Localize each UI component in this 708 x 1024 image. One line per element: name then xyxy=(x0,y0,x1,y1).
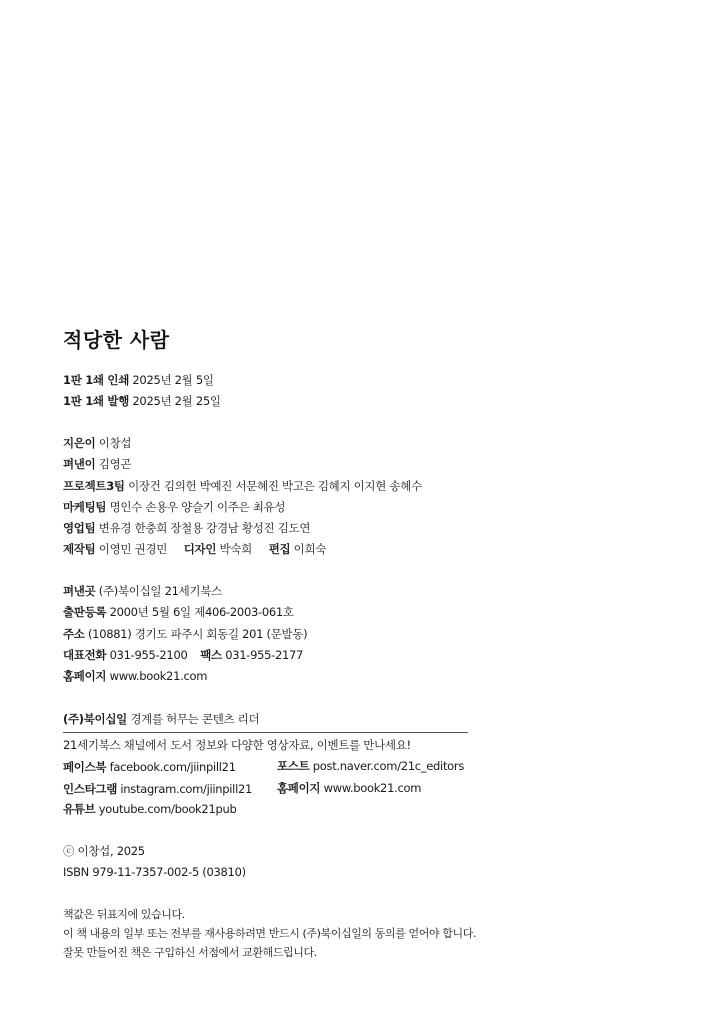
credit-label: 펴낸이 xyxy=(63,457,96,472)
colophon-page xyxy=(63,0,663,1024)
credit-production-design-editing xyxy=(63,539,422,560)
credit-value: 이창섭 xyxy=(98,436,132,450)
publish-date-label: 1판 1쇄 발행 xyxy=(63,394,130,409)
printing-info xyxy=(63,370,221,413)
info-value: (10881) 경기도 파주시 회동길 201 (문발동) xyxy=(87,626,308,641)
channel-label: 홈페이지 xyxy=(277,780,321,795)
credit-marketing-team xyxy=(63,497,422,518)
info-label: 홈페이지 xyxy=(63,669,107,684)
channel-instagram xyxy=(63,782,252,796)
channel-label: 유튜브 xyxy=(63,801,96,816)
brand-slogan: 경계를 허무는 콘텐츠 리더 xyxy=(130,712,260,726)
publisher-house xyxy=(63,581,307,602)
publisher-info xyxy=(63,581,307,687)
channel-label: 페이스북 xyxy=(63,760,107,775)
channel-link[interactable]: youtube.com/book21pub xyxy=(98,801,237,816)
publisher-phone-fax xyxy=(63,645,307,666)
print-date xyxy=(63,370,221,391)
brand-name: (주)북이십일 xyxy=(63,712,127,726)
credit-label: 편집 xyxy=(268,542,291,557)
print-date-label: 1판 1쇄 인쇄 xyxy=(63,373,130,387)
info-label: 팩스 xyxy=(200,647,222,662)
publisher-registration xyxy=(63,602,307,623)
notices xyxy=(63,905,476,962)
brand-header xyxy=(63,711,259,727)
publish-date-value: 2025년 2월 25일 xyxy=(132,394,221,409)
channel-label: 인스타그램 xyxy=(63,781,118,796)
info-label: 대표전화 xyxy=(63,647,107,662)
notice-line: 이 책 내용의 일부 또는 전부를 재사용하려면 반드시 (주)북이십일의 동의를 얻어야 합니다. xyxy=(63,927,477,940)
credit-value: 이영민 권경민 xyxy=(98,542,168,557)
credit-value: 김영곤 xyxy=(98,457,132,472)
credit-value: 박숙희 xyxy=(219,542,252,557)
channel-link[interactable]: post.naver.com/21c_editors xyxy=(312,759,465,774)
isbn: ISBN 979-11-7357-002-5 (03810) xyxy=(63,865,246,880)
credit-value: 이희숙 xyxy=(293,542,327,557)
divider-line xyxy=(63,732,468,733)
credits xyxy=(63,433,422,561)
info-value: 031-955-2177 xyxy=(225,647,304,662)
copyright-block xyxy=(63,841,246,884)
channel-link[interactable]: www.book21.com xyxy=(323,780,422,795)
publisher-address xyxy=(63,624,307,645)
info-value: (주)북이십일 21세기북스 xyxy=(98,584,222,598)
print-date-value: 2025년 2월 5일 xyxy=(132,373,214,387)
credit-label: 프로젝트3팀 xyxy=(63,478,125,493)
channel-youtube xyxy=(63,799,663,820)
credit-label: 지은이 xyxy=(63,436,96,450)
credit-value: 변유경 한충희 장철용 강경남 황성진 김도연 xyxy=(98,521,311,536)
publish-date xyxy=(63,391,221,412)
channel-label: 포스트 xyxy=(277,759,310,774)
copyright: ⓒ 이창섭, 2025 xyxy=(63,844,145,858)
channel-link[interactable]: facebook.com/jiinpill21 xyxy=(109,760,236,775)
credit-value: 명인수 손용우 양슬기 이주은 최유성 xyxy=(109,499,286,514)
credit-value: 이장건 김의헌 박예진 서문혜진 박고은 김혜지 이지현 송혜수 xyxy=(128,478,422,493)
credit-label: 마케팅팀 xyxy=(63,499,107,514)
notice-line: 잘못 만들어진 책은 구입하신 서점에서 교환해드립니다. xyxy=(63,946,317,959)
info-value: www.book21.com xyxy=(109,669,208,684)
credit-sales-team xyxy=(63,518,422,539)
book-title: 적당한 사람 xyxy=(63,328,170,352)
credit-label: 제작팀 xyxy=(63,542,96,557)
brand-channels xyxy=(63,735,663,820)
notice-line: 책값은 뒤표지에 있습니다. xyxy=(63,908,185,921)
channel-post xyxy=(277,756,464,777)
info-value: 031-955-2100 xyxy=(109,647,188,662)
credit-project-team xyxy=(63,476,422,497)
info-value: 2000년 5월 6일 제406-2003-061호 xyxy=(109,605,294,620)
info-label: 주소 xyxy=(63,626,85,641)
info-label: 펴낸곳 xyxy=(63,584,96,598)
channel-homepage xyxy=(277,778,421,799)
info-label: 출판등록 xyxy=(63,605,107,620)
channel-link[interactable]: instagram.com/jiinpill21 xyxy=(120,781,252,796)
channel-facebook xyxy=(63,760,236,774)
channel-text: 21세기북스 채널에서 도서 정보와 다양한 영상자료, 이벤트를 만나세요! xyxy=(63,738,411,752)
credit-label: 디자인 xyxy=(183,542,217,557)
publisher-homepage xyxy=(63,666,307,687)
credit-publisher xyxy=(63,454,422,475)
credit-label: 영업팀 xyxy=(63,521,96,536)
credit-author xyxy=(63,433,422,454)
channel-row xyxy=(63,778,663,799)
channel-row xyxy=(63,756,663,777)
